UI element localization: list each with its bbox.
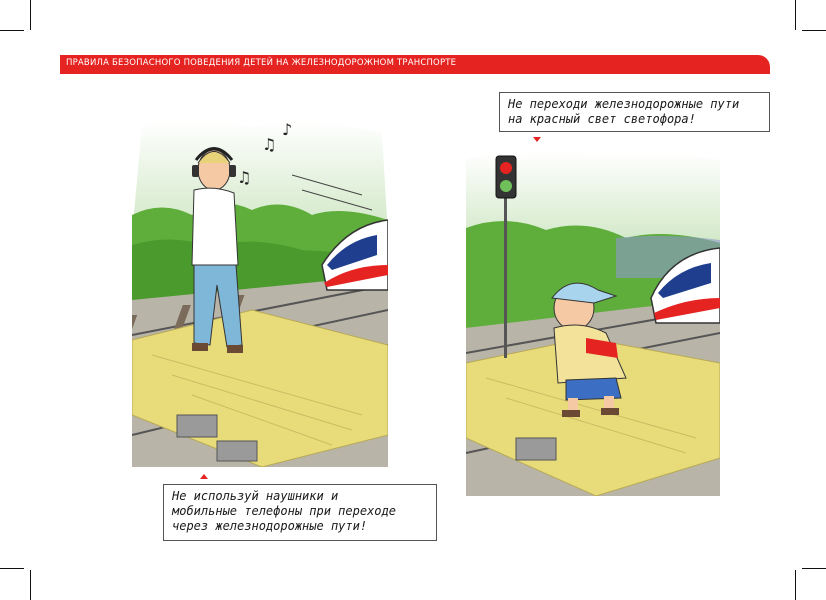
right-caption-line: Не переходи железнодорожные пути — [508, 97, 740, 111]
crop-mark — [795, 0, 796, 30]
header-title: ПРАВИЛА БЕЗОПАСНОГО ПОВЕДЕНИЯ ДЕТЕЙ НА ЖЕЛЕЗНОДОРОЖНОМ ТРАНСПОРТЕ — [66, 58, 457, 68]
left-caption — [163, 484, 437, 541]
crop-mark — [0, 568, 24, 569]
left-caption-line: Не используй наушники и — [172, 489, 339, 503]
header-banner — [60, 55, 770, 74]
right-illustration-svg — [466, 148, 720, 496]
crop-mark — [802, 568, 826, 569]
crop-mark — [0, 30, 24, 31]
crop-mark — [802, 30, 826, 31]
left-caption-line: через железнодорожные пути! — [172, 519, 368, 533]
right-caption-line: на красный свет светофора! — [508, 112, 696, 126]
right-caption — [499, 92, 770, 132]
right-caption-pointer — [533, 137, 541, 142]
crop-mark — [30, 0, 31, 30]
svg-text:♪: ♪ — [282, 120, 293, 139]
left-caption-line: мобильные телефоны при переходе — [172, 504, 396, 518]
right-illustration — [466, 148, 720, 496]
left-illustration-svg — [132, 115, 388, 467]
svg-text:♫: ♫ — [262, 135, 277, 154]
svg-text:♫: ♫ — [237, 168, 252, 187]
crop-mark — [30, 570, 31, 600]
left-illustration — [132, 115, 388, 467]
crop-mark — [795, 570, 796, 600]
left-caption-pointer — [200, 474, 208, 479]
